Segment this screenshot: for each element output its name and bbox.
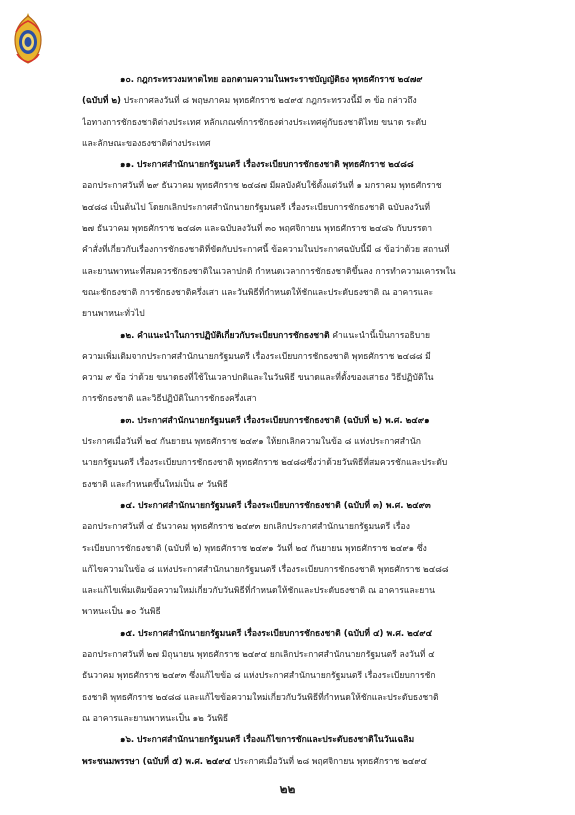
body-line-text: ประกาศเมื่อวันที่ ๒๘ พฤศจิกายน พุทธศักราช ๒๔๙๔ (231, 756, 428, 767)
item-title-rest: คำแนะนำนี้เป็นการอธิบาย (329, 330, 431, 341)
body-line-bold: พระชนมพรรษา (ฉบับที่ ๕) พ.ศ. ๒๔๙๔ (82, 756, 232, 767)
body-line: ยานพาหนะทั่วไป (82, 309, 145, 320)
body-line: ธงชาติ พุทธศักราช ๒๔๘๘ และแก้ไขข้อความใหม่เกี่ยวกับวันพิธีที่กำหนดให้ชักและประดับธงชาติ (82, 692, 439, 703)
item-number: ๑๕. (120, 628, 136, 639)
body-line-text: ประกาศลงวันที่ ๘ พฤษภาคม พุทธศักราช ๒๔๙๕ กฎกระทรวงนี้มี ๓ ข้อ กล่าวถึง (120, 96, 417, 107)
body-line: การชักธงชาติ และวิธีปฏิบัติในการชักธงครึ่งเสา (82, 394, 257, 405)
page-number: ๒๒ (279, 782, 296, 796)
numbered-item (82, 496, 507, 624)
item-title: ประกาศสำนักนายกรัฐมนตรี เรื่องแก้ไขการชักและประดับธงชาติในวันเฉลิม (136, 735, 415, 746)
body-line: ออกประกาศวันที่ ๒๙ ธันวาคม พุทธศักราช ๒๔๘๗ มีผลบังคับใช้ตั้งแต่วันที่ ๑ มกราคม พุทธศักราช (82, 181, 442, 192)
body-line: ประกาศเมื่อวันที่ ๒๔ กันยายน พุทธศักราช ๒๔๙๑ ให้ยกเลิกความในข้อ ๘ แห่งประกาศสำนัก (82, 437, 421, 448)
body-line: คำสั่งที่เกี่ยวกับเรื่องการชักธงชาติที่ขัดกับประกาศนี้ ข้อความในประกาศฉบับนี้มี ๘ ข้อว่าด้วย สถานที่ (82, 245, 450, 256)
item-heading-line (82, 411, 507, 432)
body-line: พาหนะเป็น ๑๐ วันพิธี (82, 607, 161, 618)
body-line: ความเพิ่มเติมจากประกาศสำนักนายกรัฐมนตรี เรื่องระเบียบการชักธงชาติ พุทธศักราช ๒๔๘๘ มี (82, 351, 431, 362)
item-heading-line (82, 155, 507, 176)
item-heading-line (82, 730, 507, 751)
numbered-item (82, 70, 507, 155)
numbered-item (82, 155, 507, 325)
numbered-item (82, 326, 507, 411)
item-number: ๑๖. (120, 735, 135, 746)
body-line: แก้ไขความในข้อ ๘ แห่งประกาศสำนักนายกรัฐมนตรี เรื่องระเบียบการชักธงชาติ พุทธศักราช ๒๔๘๘ (82, 564, 449, 575)
royal-seal-emblem-icon (10, 12, 46, 64)
item-number: ๑๐. (120, 75, 134, 85)
body-line: และแก้ไขเพิ่มเติมข้อความใหม่เกี่ยวกับวันพิธีที่กำหนดให้ชักและประดับธงชาติ ณ อาคารและยาน (82, 586, 436, 597)
item-title: ประกาศสำนักนายกรัฐมนตรี เรื่องระเบียบการชักธงชาติ (ฉบับที่ ๓) พ.ศ. ๒๔๙๓ (137, 500, 431, 511)
item-title: ประกาศสำนักนายกรัฐมนตรี เรื่องระเบียบการชักธงชาติ (ฉบับที่ ๒) พ.ศ. ๒๔๙๑ (137, 415, 430, 426)
body-line: ๒๔๘๘ เป็นต้นไป โดยกเลิกประกาศสำนักนายกรัฐมนตรี เรื่องระเบียบการชักธงชาติ ฉบับลงวันที่ (82, 202, 431, 213)
numbered-item (82, 730, 507, 773)
body-line: ระเบียบการชักธงชาติ (ฉบับที่ ๒) พุทธศักราช ๒๔๙๑ วันที่ ๒๔ กันยายน พุทธศักราช ๒๔๙๑ ซึ่ง (82, 543, 427, 554)
body-line: ออกประกาศวันที่ ๒๗ มิถุนายน พุทธศักราช ๒๔๙๔ ยกเลิกประกาศสำนักนายกรัฐมนตรี ลงวันที่ ๔ (82, 650, 435, 661)
item-heading-line (82, 496, 507, 517)
item-heading-line (82, 70, 507, 91)
body-line: ไอทางการชักธงชาติต่างประเทศ หลักเกณฑ์การชักธงต่างประเทศคู่กับธงชาติไทย ขนาด ระดับ (82, 117, 427, 128)
body-line: ๒๗ ธันวาคม พุทธศักราช ๒๔๘๓ และฉบับลงวันที่ ๓๐ พฤศจิกายน พุทธศักราช ๒๔๘๖ กับบรรดา (82, 224, 433, 235)
body-line (82, 752, 507, 773)
body-line: นายกรัฐมนตรี เรื่องระเบียบการชักธงชาติ พุทธศักราช ๒๔๘๘ซึ่งว่าด้วยวันพิธีที่สมควรชักและประดับ (82, 458, 448, 469)
item-title: ประกาศสำนักนายกรัฐมนตรี เรื่องระเบียบการชักธงชาติ (ฉบับที่ ๔) พ.ศ. ๒๔๙๔ (137, 628, 433, 639)
body-line: ออกประกาศวันที่ ๔ ธันวาคม พุทธศักราช ๒๔๙๓ ยกเลิกประกาศสำนักนายกรัฐมนตรี เรื่อง (82, 522, 410, 533)
document-body (82, 70, 507, 773)
numbered-item (82, 411, 507, 496)
body-line: และยานพาหนะที่สมควรชักธงชาติในเวลาปกติ กำหนดเวลาการชักธงชาติขึ้นลง การทำความเคารพใน (82, 266, 456, 277)
body-line: ความ ๙ ข้อ ว่าด้วย ขนาดธงที่ใช้ในเวลาปกติและในวันพิธี ขนาดและที่ตั้งของเสาธง วิธีปฏิบัติใน (82, 373, 434, 384)
item-number: ๑๓. (120, 415, 135, 426)
body-line (82, 91, 507, 112)
body-line: ขณะชักธงชาติ การชักธงชาติครึ่งเสา และวันพิธีที่กำหนดให้ชักและประดับธงชาติ ณ อาคารและ (82, 287, 434, 298)
item-number: ๑๑. (120, 160, 135, 171)
item-heading-line (82, 326, 507, 347)
body-line: ธงชาติ และกำหนดขึ้นใหม่เป็น ๙ วันพิธี (82, 479, 228, 490)
body-line: ณ อาคารและยานพาหนะเป็น ๑๒ วันพิธี (82, 713, 229, 724)
body-line-bold: (ฉบับที่ ๒) (82, 96, 121, 107)
item-number: ๑๒. (120, 330, 135, 341)
numbered-item (82, 624, 507, 730)
body-line: ธันวาคม พุทธศักราช ๒๔๙๓ ซึ่งแก้ไขข้อ ๘ แห่งประกาศสำนักนายกรัฐมนตรี เรื่องระเบียบการชัก (82, 671, 436, 682)
item-number: ๑๔. (120, 500, 136, 511)
item-heading-line (82, 624, 507, 645)
item-title: กฎกระทรวงมหาดไทย ออกตามความในพระราชบัญญัติธง พุทธศักราช ๒๔๗๙ (136, 75, 423, 85)
body-line: และลักษณะของธงชาติต่างประเทศ (82, 138, 211, 149)
item-title: ประกาศสำนักนายกรัฐมนตรี เรื่องระเบียบการชักธงชาติ พุทธศักราช ๒๔๘๘ (136, 160, 414, 171)
item-title: คำแนะนำในการปฏิบัติเกี่ยวกับระเบียบการชักธงชาติ (137, 330, 330, 341)
